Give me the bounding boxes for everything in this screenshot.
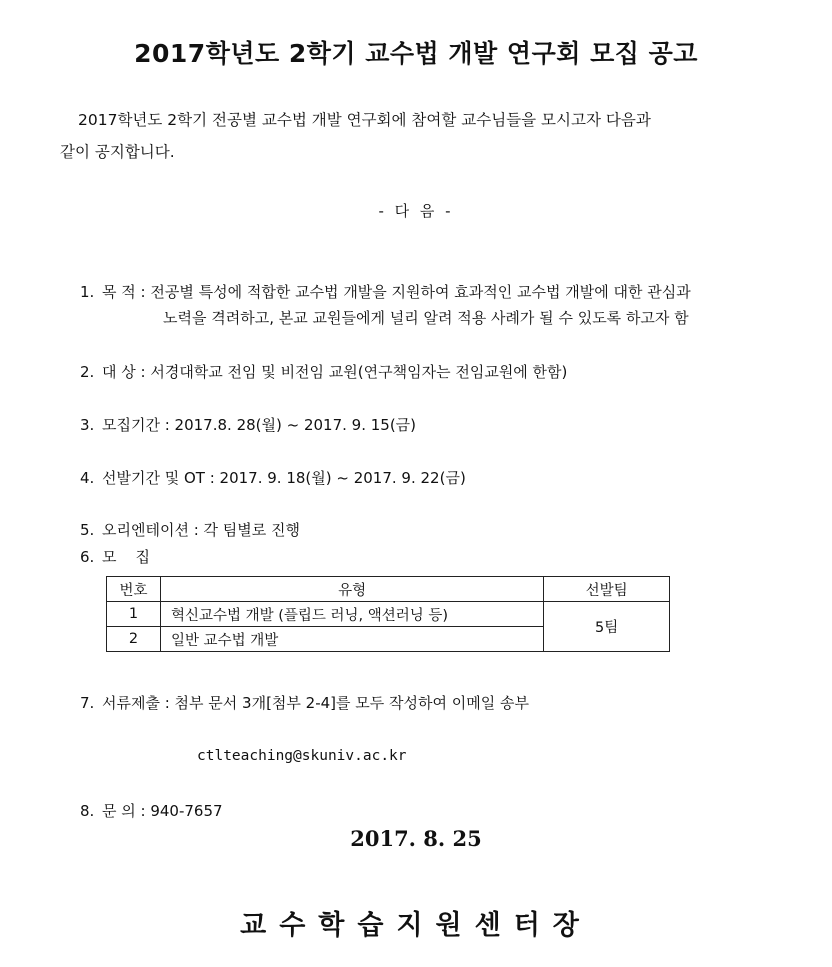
- item-number: 7.: [80, 694, 95, 712]
- item-number: 5.: [80, 521, 95, 539]
- item-text: 대 상 : 서경대학교 전임 및 비전임 교원(연구책임자는 전임교원에 한함): [102, 363, 568, 381]
- table-header-row: [107, 577, 670, 602]
- notice-date: 2017. 8. 25: [350, 826, 482, 851]
- row-number: 2: [107, 627, 161, 652]
- next-heading: - 다 음 -: [378, 202, 454, 220]
- email-address: ctlteaching@skuniv.ac.kr: [197, 748, 407, 764]
- item-text: 오리엔테이션 : 각 팀별로 진행: [102, 521, 301, 539]
- recruitment-table: [106, 576, 670, 652]
- item-number: 4.: [80, 469, 95, 487]
- item-text: 모집기간 : 2017.8. 28(월) ~ 2017. 9. 15(금): [102, 416, 417, 434]
- item-text: 모 집: [102, 548, 151, 566]
- item-target: [80, 361, 567, 382]
- item-orientation: [80, 519, 300, 540]
- table-row: [107, 602, 670, 627]
- intro-line-1: 2017학년도 2학기 전공별 교수법 개발 연구회에 참여할 교수님들을 모시고자 다음과: [78, 111, 651, 129]
- item-purpose: [80, 281, 691, 302]
- item-number: 8.: [80, 802, 95, 820]
- item-selection-period: [80, 467, 466, 488]
- item-number: 2.: [80, 363, 95, 381]
- item-number: 3.: [80, 416, 95, 434]
- item-number: 6.: [80, 548, 95, 566]
- item-recruitment: [80, 546, 150, 567]
- item-text: 전공별 특성에 적합한 교수법 개발을 지원하여 효과적인 교수법 개발에 대한 관심과: [150, 283, 691, 301]
- header-teams: 선발팀: [544, 577, 670, 602]
- item-purpose-continuation: 노력을 격려하고, 본교 교원들에게 널리 알려 적용 사례가 될 수 있도록 하고자 함: [163, 309, 689, 327]
- issuer-signature: 교수학습지원센터장: [240, 910, 592, 941]
- item-text: 문 의 : 940-7657: [102, 802, 223, 820]
- item-contact: [80, 800, 223, 821]
- row-type: 혁신교수법 개발 (플립드 러닝, 액션러닝 등): [160, 602, 543, 627]
- item-recruit-period: [80, 414, 416, 435]
- page-title: 2017학년도 2학기 교수법 개발 연구회 모집 공고: [134, 39, 698, 68]
- intro-line-2: 같이 공지합니다.: [60, 143, 175, 161]
- item-documents: [80, 692, 529, 713]
- row-type: 일반 교수법 개발: [160, 627, 543, 652]
- header-number: 번호: [107, 577, 161, 602]
- header-type: 유형: [160, 577, 543, 602]
- item-text: 서류제출 : 첨부 문서 3개[첨부 2-4]를 모두 작성하여 이메일 송부: [102, 694, 529, 712]
- item-number: 1.: [80, 283, 95, 301]
- item-label: 목 적 :: [102, 283, 146, 301]
- teams-count: 5팀: [544, 602, 670, 652]
- item-text: 선발기간 및 OT : 2017. 9. 18(월) ~ 2017. 9. 22(금): [102, 469, 466, 487]
- row-number: 1: [107, 602, 161, 627]
